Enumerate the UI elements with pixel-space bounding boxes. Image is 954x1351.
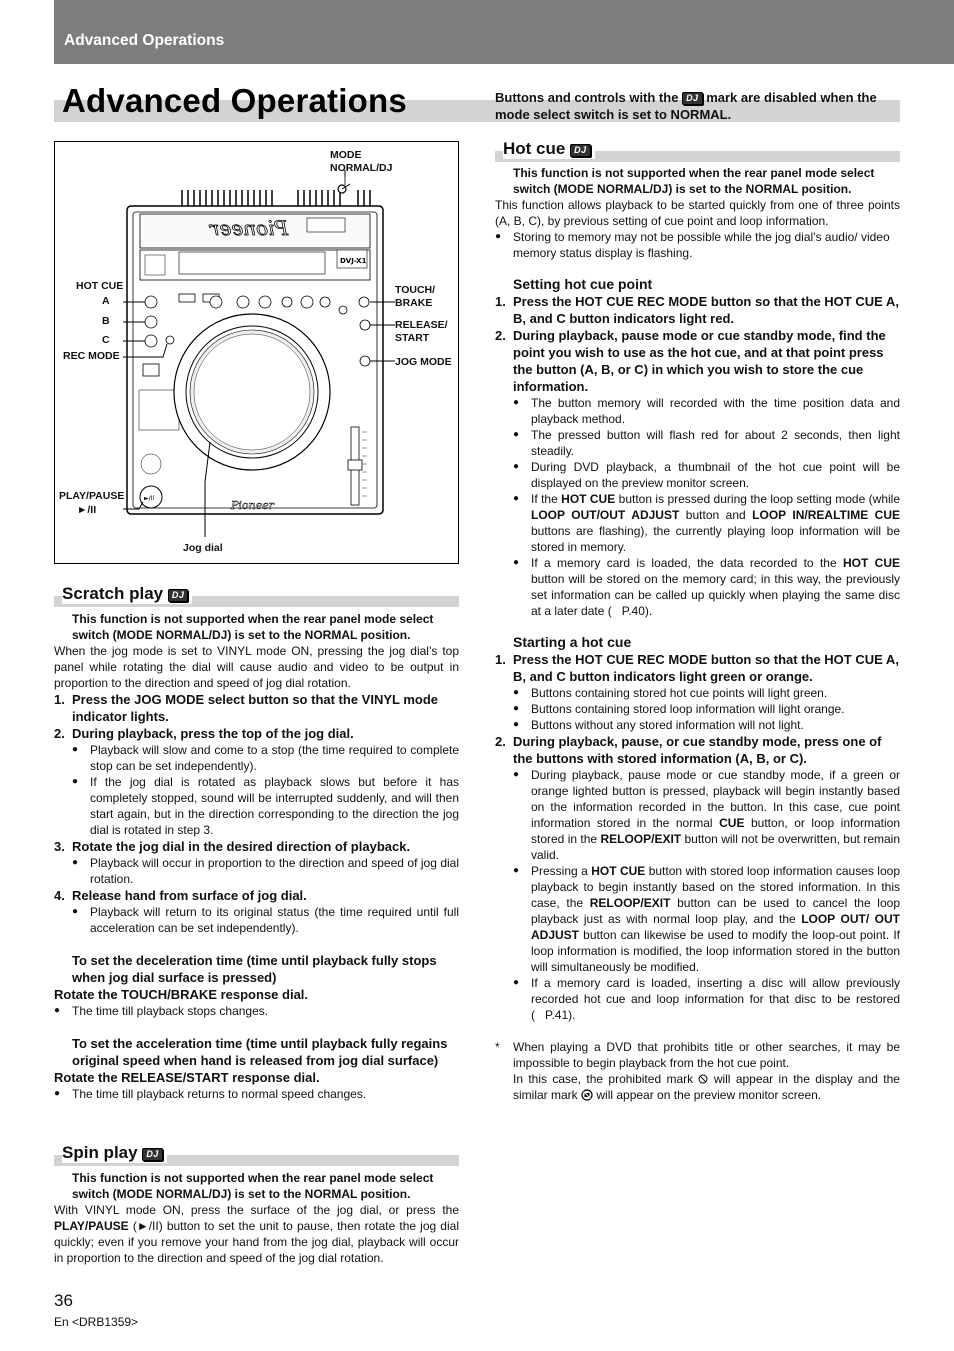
spin-warning: This function is not supported when the rear panel mode select switch (MODE NORMAL/DJ) is set to the NORMAL position.: [72, 1171, 434, 1201]
dj-mark-note: Buttons and controls with the DJ mark are disabled when the mode select switch is set to NORMAL.: [495, 90, 877, 122]
hotcue-intro: This function allows playback to be started quickly from one of three points (A, B, C), by previous setting of cue point and loop information.: [495, 198, 900, 228]
accel-bullet: ● The time till playback returns to normal speed changes.: [54, 1086, 459, 1102]
starting-hot-cue-heading: Starting a hot cue: [513, 634, 632, 650]
label-start: START: [395, 332, 430, 344]
dj-mark-icon: DJ: [570, 144, 591, 157]
label-touch: TOUCH/: [395, 284, 436, 296]
set-step-2-bullet-3: ● During DVD playback, a thumbnail of the hot cue point will be displayed on the preview monitor screen.: [495, 459, 900, 491]
start-step-2: 2. During playback, pause, or cue standby mode, press one of the buttons with stored information (A, B, or C).: [495, 734, 882, 766]
hotcue-footnote: * When playing a DVD that prohibits title or other searches, it may be impossible to begin playback from the hot cue point. In this case, the prohibited mark will appear in the display and the similar mark will appear on the preview monitor screen.: [495, 1040, 900, 1102]
scratch-intro: When the jog mode is set to VINYL mode ON, pressing the jog dial’s top panel while rotating the dial will cause audio and video to be output in proportion to the direction and speed of jog dial rotation.: [54, 644, 459, 690]
label-rec-mode: REC MODE: [63, 350, 120, 362]
decel-heading: To set the deceleration time (time until playback fully stops when jog dial surface is pressed): [72, 953, 437, 985]
header-bar: [54, 0, 954, 64]
scratch-step-4-bullet-1: ● Playback will return to its original status (the time required until full acceleration can be set independently).: [54, 904, 459, 936]
scratch-step-4: 4. Release hand from surface of jog dial.: [54, 888, 307, 903]
decel-action: Rotate the TOUCH/BRAKE response dial.: [54, 987, 309, 1002]
device-figure: [54, 141, 459, 564]
set-step-2-bullet-2: ● The pressed button will flash red for about 2 seconds, then light steadily.: [495, 427, 900, 459]
setting-hot-cue-heading: Setting hot cue point: [513, 276, 653, 292]
start-step-1-bullet-1: ● Buttons containing stored hot cue points will light green.: [495, 685, 900, 701]
label-jog-dial: Jog dial: [183, 542, 223, 554]
header-section-title: Advanced Operations: [64, 32, 225, 49]
prohibited-icon: [698, 1074, 708, 1084]
set-step-2-bullet-1: ● The button memory will recorded with the time position data and playback method.: [495, 395, 900, 427]
spin-section: [54, 1171, 459, 1266]
scratch-step-1: 1. Press the JOG MODE select button so that the VINYL mode indicator lights.: [54, 692, 438, 724]
hotcue-section: [495, 166, 900, 1103]
spin-text: With VINYL mode ON, press the surface of the jog dial, or press the PLAY/PAUSE (►/II) button to set the unit to pause, then rotate the jog dial quickly; even if you remove your hand from the jog dial, playback will occur in proportion to the direction and speed of the jog dial rotation.: [54, 1203, 459, 1265]
hot-cue-heading: Hot cue DJ: [503, 139, 595, 159]
dj-mark-icon: DJ: [142, 1148, 163, 1161]
start-step-1: 1. Press the HOT CUE REC MODE button so that the HOT CUE A, B, and C button indicators light green or orange.: [495, 652, 899, 684]
hotcue-intro-bullet: ● Storing to memory may not be possible while the jog dial’s audio/ video memory status display is flashing.: [495, 229, 900, 261]
label-mode: MODE: [330, 149, 362, 161]
accel-action: Rotate the RELEASE/START response dial.: [54, 1070, 320, 1085]
scratch-play-heading: Scratch play DJ: [62, 584, 192, 604]
page-number: 36: [54, 1291, 73, 1310]
set-step-2: 2. During playback, pause mode or cue standby mode, find the point you wish to use as the hot cue, and at that point press the button (A, B, or C) in which you wish to store the cue information.: [495, 328, 886, 394]
label-b: B: [102, 315, 110, 327]
start-step-2-bullet-1: ● During playback, pause mode or cue standby mode, if a green or orange lighted button is pressed, playback will begin instantly based on the information recorded in the button. In this case, cue point information stored in the normal CUE button, or loop information stored in the RELOOP/EXIT button will not be overwritten, but remain valid.: [495, 767, 900, 863]
label-c: C: [102, 334, 110, 346]
start-step-1-bullet-2: ● Buttons containing stored loop information will light orange.: [495, 701, 900, 717]
set-step-2-bullet-4: ● If the HOT CUE button is pressed during the loop setting mode (while LOOP OUT/OUT ADJUST button and LOOP IN/REALTIME CUE buttons are flashing), the currently playing loop information will be stored in memory.: [495, 491, 900, 555]
label-play-symbol: ►/II: [77, 504, 97, 516]
label-normal-dj: NORMAL/DJ: [330, 162, 393, 174]
scratch-section: [54, 612, 459, 1102]
label-a: A: [102, 295, 110, 307]
accel-heading: To set the acceleration time (time until playback fully regains original speed when hand is released from jog dial surface): [72, 1036, 448, 1068]
brand-logo-mirrored: Pioneer: [209, 216, 288, 240]
set-step-2-bullet-5: ● If a memory card is loaded, the data recorded to the HOT CUE button will be stored on the memory card; in this way, the previously set information can be called up quickly when playing the same disc at a later date ( P.40).: [495, 555, 900, 619]
label-brake: BRAKE: [395, 297, 433, 309]
prohibited-hand-icon: [581, 1089, 593, 1101]
model-badge: DVJ-X1: [340, 257, 367, 265]
start-step-1-bullet-3: ● Buttons without any stored information will not light.: [495, 717, 900, 733]
dj-mark-icon: DJ: [682, 92, 703, 105]
label-release: RELEASE/: [395, 319, 448, 331]
start-step-2-bullet-3: ● If a memory card is loaded, inserting a disc will allow previously recorded hot cue and loop information for that disc to be restored ( P.41).: [495, 975, 900, 1023]
scratch-step-2: 2. During playback, press the top of the jog dial.: [54, 726, 354, 741]
label-play-pause: PLAY/PAUSE: [59, 490, 125, 502]
brand-logo: Pioneer: [231, 499, 274, 512]
play-pause-button-glyph: ►/II: [144, 495, 155, 502]
document-code: En <DRB1359>: [54, 1315, 139, 1329]
scratch-warning: This function is not supported when the rear panel mode select switch (MODE NORMAL/DJ) is set to the NORMAL position.: [72, 612, 434, 642]
decel-bullet: ● The time till playback stops changes.: [54, 1003, 459, 1019]
spin-play-heading: Spin play DJ: [62, 1143, 167, 1163]
label-hot-cue: HOT CUE: [76, 280, 124, 292]
label-jog-mode: JOG MODE: [395, 356, 452, 368]
scratch-step-3-bullet-1: ● Playback will occur in proportion to the direction and speed of jog dial rotation.: [54, 855, 459, 887]
scratch-step-3: 3. Rotate the jog dial in the desired direction of playback.: [54, 839, 411, 854]
set-step-1: 1. Press the HOT CUE REC MODE button so that the HOT CUE A, B, and C button indicators light red.: [495, 294, 899, 326]
page-title: Advanced Operations: [62, 82, 407, 119]
scratch-step-2-bullet-2: ● If the jog dial is rotated as playback slows but before it has completely stopped, sound will be interrupted suddenly, and will then start again, but in the direction corresponding to the direction the jog dial is rotated in step 3.: [54, 774, 459, 838]
scratch-step-2-bullet-1: ● Playback will slow and come to a stop (the time required to complete stop can be set independently).: [54, 742, 459, 774]
start-step-2-bullet-2: ● Pressing a HOT CUE button with stored loop information causes loop playback to begin instantly based on the stored information. In this case, the RELOOP/EXIT button can be used to cancel the loop playback just as with normal loop play, and the LOOP OUT/ OUT ADJUST button can likewise be used to modify the loop-out point. If loop information is modified, the loop information stored in the button will simultaneously be modified.: [495, 863, 900, 975]
dj-mark-icon: DJ: [168, 589, 189, 602]
hotcue-warning: This function is not supported when the rear panel mode select switch (MODE NORMAL/DJ) is set to the NORMAL position.: [513, 166, 875, 196]
